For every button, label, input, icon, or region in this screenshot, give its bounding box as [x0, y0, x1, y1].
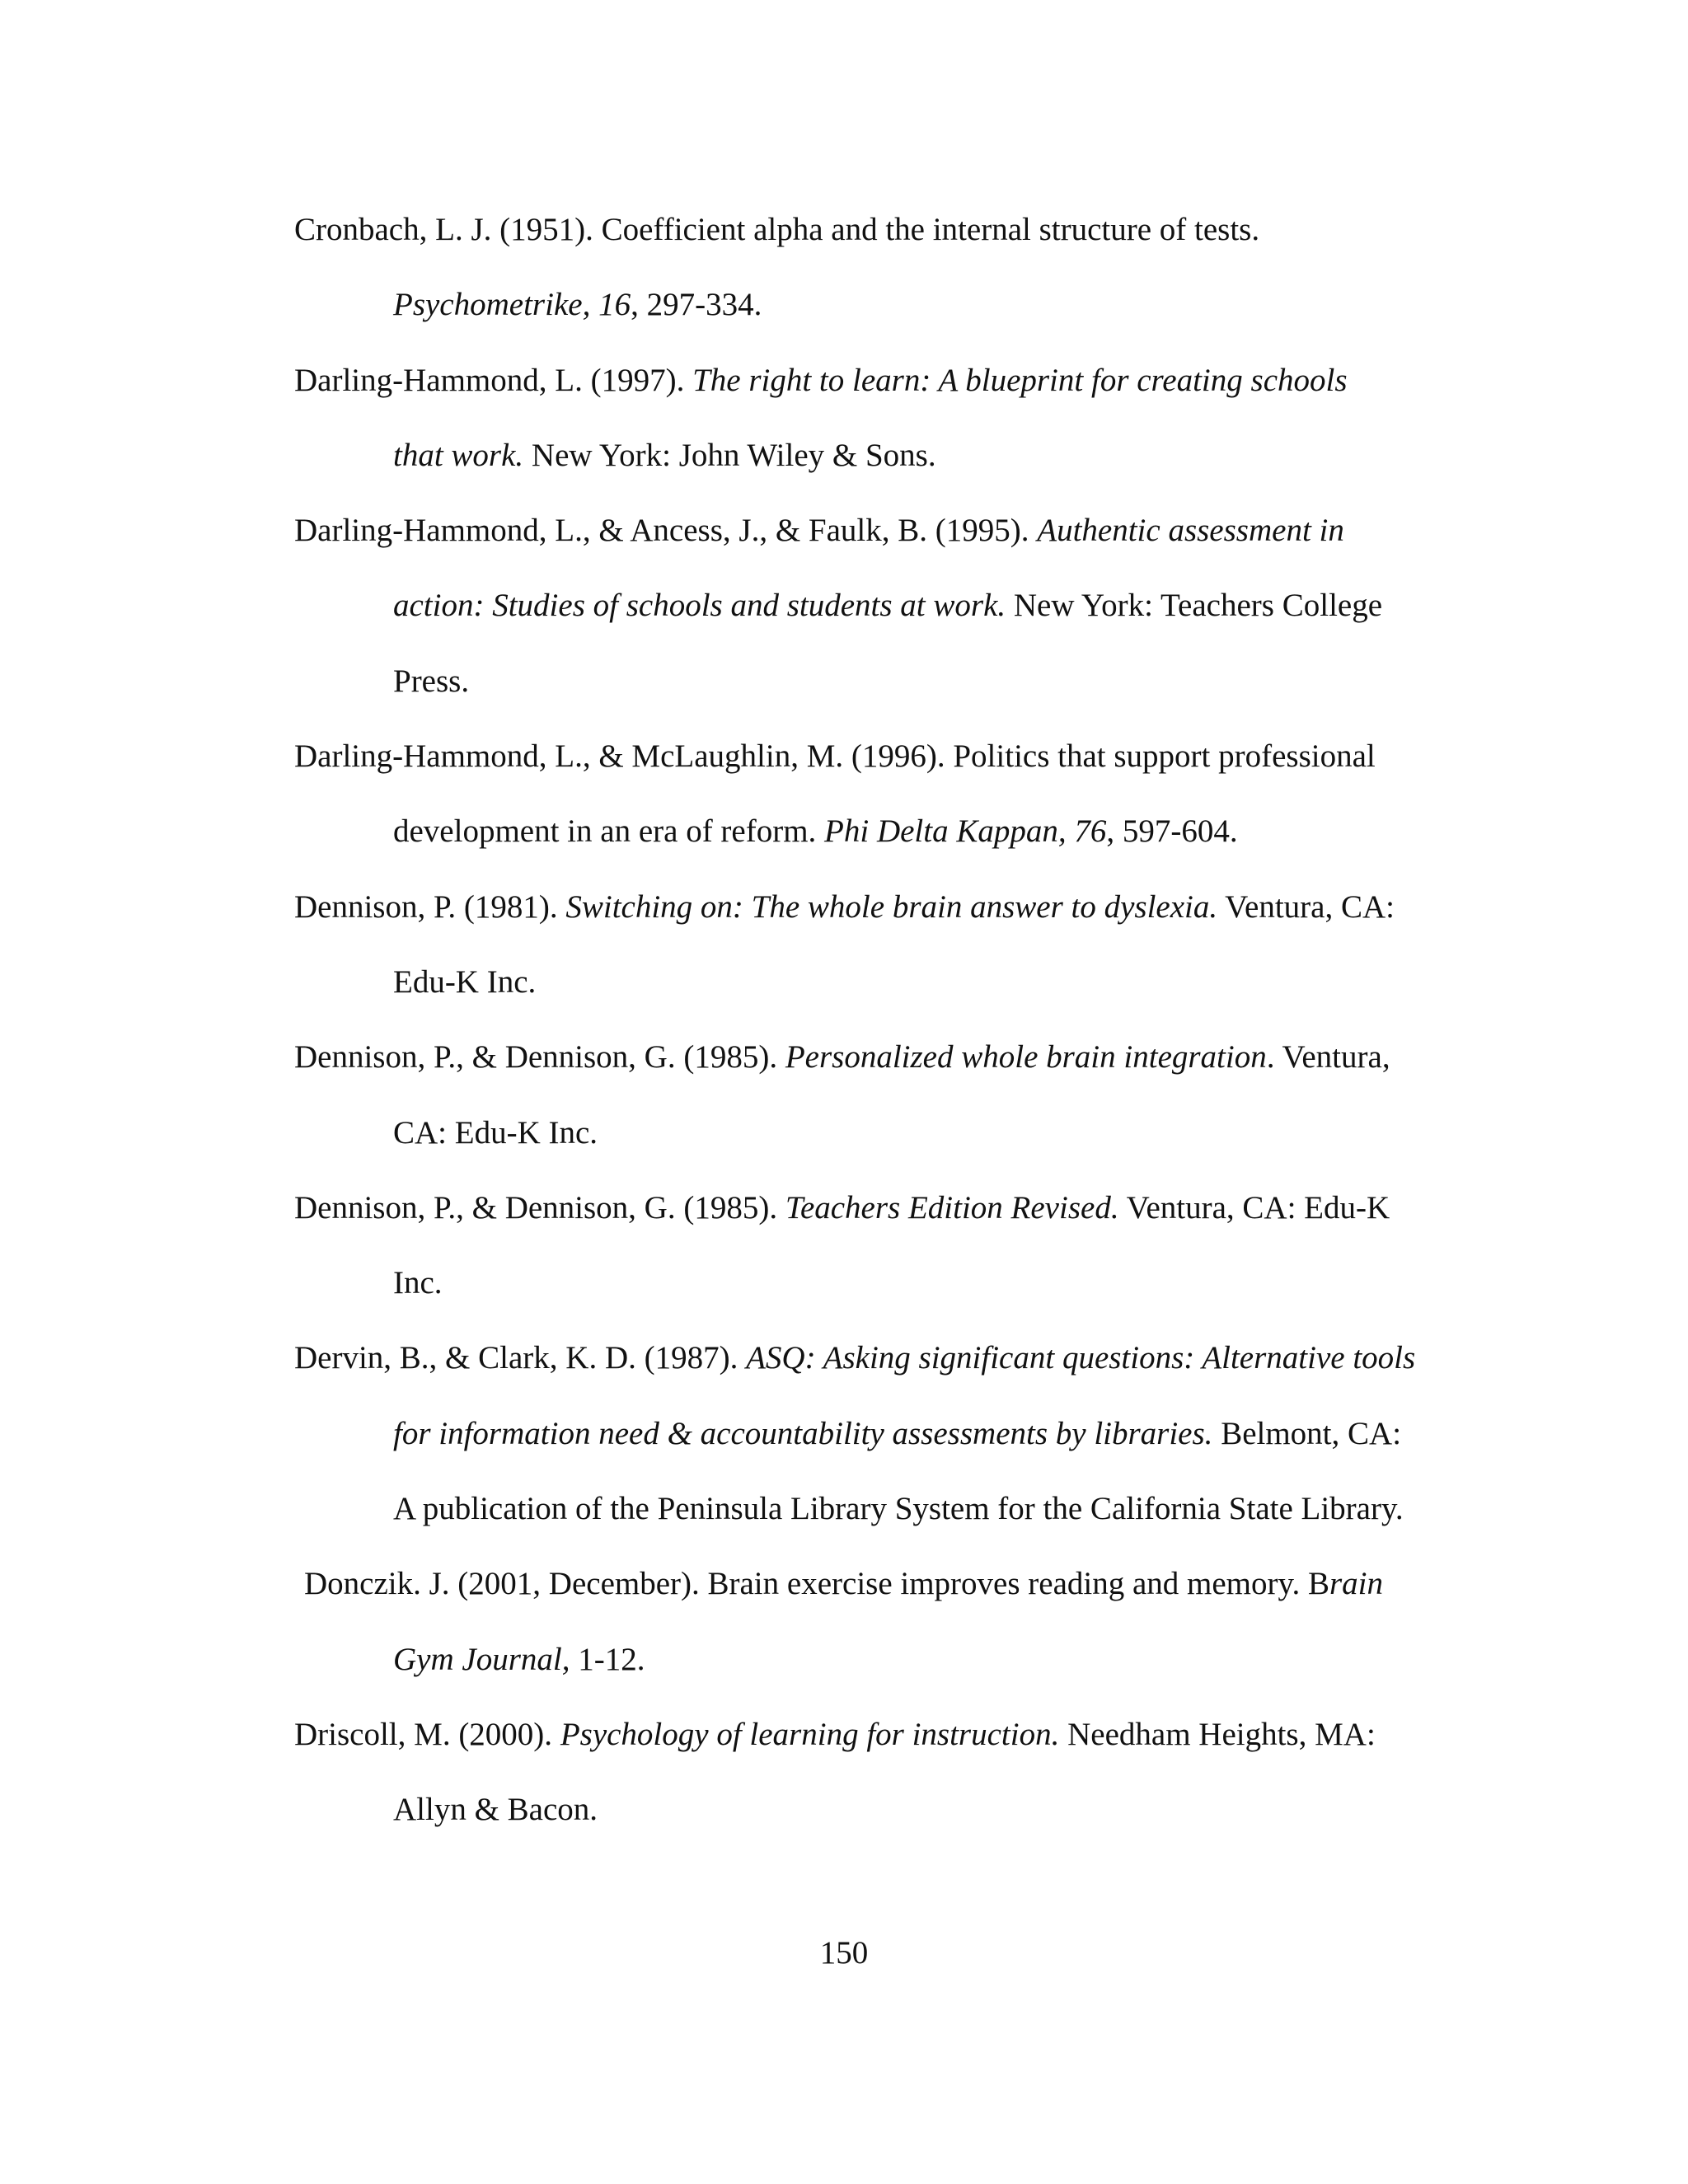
reference-entry: [294, 1697, 1481, 1848]
reference-text: Ventura, CA: Edu-K: [1118, 1189, 1390, 1226]
reference-first-line: [294, 343, 1481, 418]
reference-text: Dennison, P., & Dennison, G. (1985).: [294, 1189, 785, 1226]
reference-first-line: [294, 1320, 1481, 1395]
reference-entry: [294, 1170, 1481, 1321]
reference-text: Inc.: [393, 1265, 443, 1301]
reference-text: , 597-604.: [1106, 813, 1238, 850]
reference-continuation-line: [393, 1245, 1481, 1320]
reference-text: CA: Edu-K Inc.: [393, 1114, 598, 1151]
reference-entry: [294, 1320, 1481, 1546]
reference-entry: [294, 719, 1481, 869]
reference-first-line: [294, 1697, 1481, 1772]
reference-first-line: [294, 719, 1481, 794]
italic-text: action: Studies of schools and students at work.: [393, 588, 1006, 624]
reference-continuation-line: [393, 1772, 1481, 1847]
reference-first-line: [294, 1019, 1481, 1094]
reference-continuation-line: [393, 944, 1481, 1019]
reference-entry: [294, 1546, 1481, 1697]
italic-text: for information need & accountability assessments by libraries.: [393, 1415, 1213, 1451]
reference-continuation-line: [393, 568, 1481, 643]
reference-entry: [294, 1019, 1481, 1170]
reference-continuation-line: [393, 267, 1481, 342]
reference-text: Darling-Hammond, L., & Ancess, J., & Faulk, B. (1995).: [294, 513, 1038, 549]
reference-text: Cronbach, L. J. (1951). Coefficient alpha and the internal structure of tests.: [294, 212, 1260, 247]
reference-text: New York: Teachers College: [1006, 588, 1383, 624]
reference-text: development in an era of reform.: [393, 813, 825, 850]
reference-text: A publication of the Peninsula Library System for the California State Library.: [393, 1491, 1404, 1527]
italic-text: Authentic assessment in: [1037, 513, 1344, 549]
reference-text: Allyn & Bacon.: [393, 1792, 598, 1828]
reference-continuation-line: [393, 418, 1481, 493]
reference-text: Needham Heights, MA:: [1059, 1716, 1376, 1752]
reference-continuation-line: [393, 794, 1481, 869]
reference-entry: [294, 493, 1481, 719]
reference-first-line: [294, 493, 1481, 568]
italic-text: Personalized whole brain integration: [785, 1039, 1267, 1076]
reference-first-line: [294, 192, 1481, 267]
reference-continuation-line: [393, 644, 1481, 719]
reference-text: Ventura, CA:: [1217, 888, 1395, 925]
reference-text: 1-12.: [570, 1641, 645, 1677]
reference-first-line: [294, 1170, 1481, 1245]
reference-continuation-line: [393, 1095, 1481, 1170]
reference-continuation-line: [393, 1622, 1481, 1697]
reference-text: Darling-Hammond, L., & McLaughlin, M. (1996). Politics that support professional: [294, 738, 1376, 775]
page-number: 150: [819, 1935, 869, 1971]
reference-entry: [294, 343, 1481, 494]
reference-continuation-line: [393, 1471, 1481, 1546]
reference-entry: [294, 192, 1481, 343]
italic-text: Psychometrike, 16: [393, 287, 631, 323]
reference-text: , 297-334.: [631, 287, 762, 323]
reference-first-line: [304, 1546, 1481, 1621]
reference-text: Dennison, P., & Dennison, G. (1985).: [294, 1039, 785, 1076]
italic-text: The right to learn: A blueprint for creating schools: [692, 362, 1348, 398]
italic-text: rain: [1329, 1566, 1383, 1602]
italic-text: ASQ: Asking significant questions: Alternative tools: [746, 1340, 1416, 1376]
reference-text: Edu-K Inc.: [393, 963, 537, 1000]
reference-text: Belmont, CA:: [1212, 1415, 1402, 1451]
italic-text: Phi Delta Kappan, 76: [824, 813, 1107, 850]
reference-continuation-line: [393, 1396, 1481, 1471]
italic-text: that work.: [393, 437, 524, 473]
italic-text: Gym Journal,: [393, 1641, 570, 1677]
reference-text: Driscoll, M. (2000).: [294, 1716, 560, 1752]
italic-text: Switching on: The whole brain answer to dyslexia.: [565, 888, 1218, 925]
reference-text: . Ventura,: [1266, 1039, 1390, 1076]
reference-text: Donczik. J. (2001, December). Brain exercise improves reading and memory. B: [304, 1566, 1329, 1602]
reference-entry: [294, 869, 1481, 1020]
reference-text: New York: John Wiley & Sons.: [523, 437, 936, 473]
reference-text: Dennison, P. (1981).: [294, 888, 566, 925]
italic-text: Psychology of learning for instruction.: [560, 1716, 1060, 1752]
italic-text: Teachers Edition Revised.: [785, 1189, 1119, 1226]
reference-text: Dervin, B., & Clark, K. D. (1987).: [294, 1340, 747, 1376]
reference-text: Darling-Hammond, L. (1997).: [294, 362, 693, 398]
reference-text: Press.: [393, 663, 470, 699]
reference-first-line: [294, 869, 1481, 944]
reference-list: [294, 192, 1481, 1848]
